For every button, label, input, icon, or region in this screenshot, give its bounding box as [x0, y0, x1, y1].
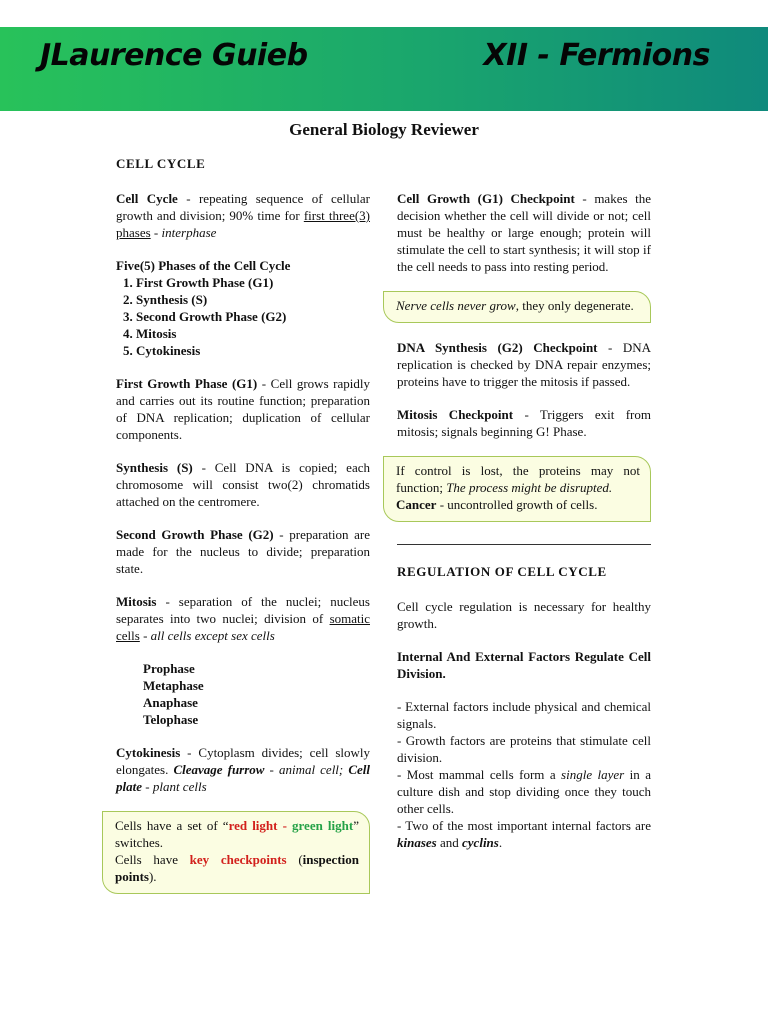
mitosis-checkpoint-definition: Mitosis Checkpoint - Triggers exit from mitosis; signals beginning G! Phase.	[397, 407, 651, 439]
right-column	[397, 190, 651, 851]
g1-checkpoint-definition: Cell Growth (G1) Checkpoint - makes the decision whether the cell will divide or not; cell must be healthy or large enough; protein will stimulate the cell to start synthesis; it will stop if the cell needs to pass into resting period.	[397, 191, 652, 274]
list-item: - Growth factors are proteins that stimulate cell division.	[397, 733, 651, 765]
g2-checkpoint-definition: DNA Synthesis (G2) Checkpoint - DNA replication is checked by DNA repair enzymes; proteins have to trigger the mitosis if passed.	[397, 340, 651, 389]
list-item: 4. Mitosis	[136, 325, 370, 342]
list-item: 2. Synthesis (S)	[136, 291, 370, 308]
list-item: Anaphase	[143, 695, 198, 710]
list-item: Telophase	[143, 712, 199, 727]
left-column	[116, 155, 370, 910]
section-heading-cell-cycle: CELL CYCLE	[116, 156, 206, 171]
mitosis-phases-list	[143, 660, 370, 728]
list-item: Prophase	[143, 661, 195, 676]
class-section: XII - Fermions	[483, 38, 710, 73]
divider	[397, 544, 651, 545]
mitosis-definition: Mitosis - separation of the nuclei; nucleus separates into two nuclei; division of somatic cells - all cells except sex cells	[116, 594, 370, 643]
g2-definition: Second Growth Phase (G2) - preparation are made for the nucleus to divide; preparation state.	[116, 527, 370, 576]
section-heading-regulation: REGULATION OF CELL CYCLE	[397, 564, 607, 579]
regulation-intro: Cell cycle regulation is necessary for healthy growth.	[397, 599, 651, 631]
cytokinesis-definition: Cytokinesis - Cytoplasm divides; cell slowly elongates. Cleavage furrow - animal cell; Cell plate - plant cells	[116, 745, 370, 794]
list-item: - External factors include physical and chemical signals.	[397, 699, 651, 731]
note-line: Cells have key checkpoints (inspection points).	[115, 852, 359, 884]
list-item: 1. First Growth Phase (G1)	[136, 274, 370, 291]
page-title: General Biology Reviewer	[289, 120, 479, 139]
cell-cycle-definition: Cell Cycle - repeating sequence of cellular growth and division; 90% time for first three(3) phases - interphase	[116, 191, 370, 240]
note-box-checkpoints	[102, 811, 370, 894]
synthesis-definition: Synthesis (S) - Cell DNA is copied; each chromosome will consist two(2) chromatids attached on the centromere.	[116, 460, 370, 509]
g1-definition: First Growth Phase (G1) - Cell grows rapidly and carries out its routine function; preparation of DNA replication; duplication of cellular components.	[116, 376, 370, 442]
author-name: JLaurence Guieb	[40, 38, 308, 73]
factors-title: Internal And External Factors Regulate Cell Division.	[397, 649, 651, 681]
phases-list	[116, 274, 370, 359]
five-phases-title: Five(5) Phases of the Cell Cycle	[116, 258, 291, 273]
header-banner	[0, 27, 768, 111]
note-line: Cells have a set of “red light - green light” switches.	[115, 818, 359, 850]
list-item: Metaphase	[143, 678, 204, 693]
list-item: - Two of the most important internal factors are kinases and cyclins.	[397, 818, 651, 850]
note-box-nerve-cells: Nerve cells never grow, they only degenerate.	[383, 291, 651, 323]
list-item: 5. Cytokinesis	[136, 342, 370, 359]
note-box-cancer: If control is lost, the proteins may not function; The process might be disrupted. Cancer - uncontrolled growth of cells.	[383, 456, 651, 522]
list-item: - Most mammal cells form a single layer in a culture dish and stop dividing once they touch other cells.	[397, 767, 651, 816]
list-item: 3. Second Growth Phase (G2)	[136, 308, 370, 325]
